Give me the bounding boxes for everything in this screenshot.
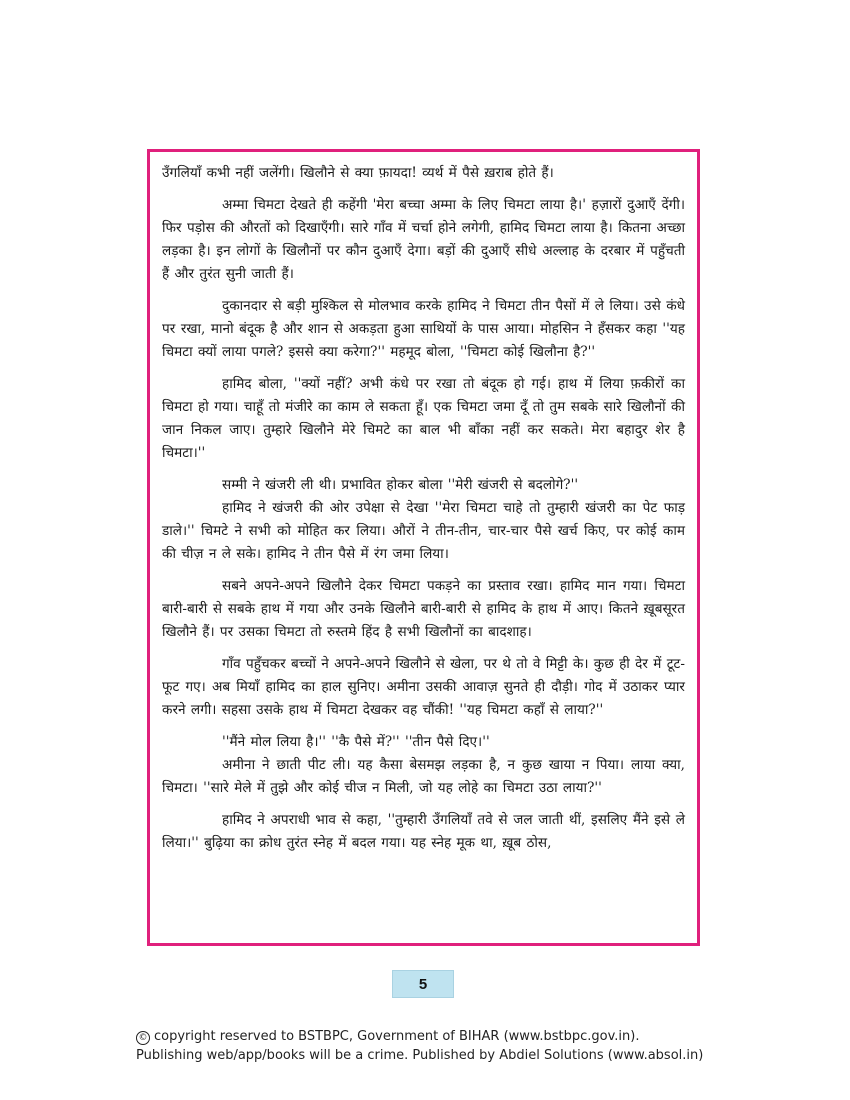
paragraph-4: हामिद बोला, ''क्यों नहीं? अभी कंधे पर रखा तो बंदूक हो गई। हाथ में लिया फ़कीरों का चिमटा हो गया। चाहूँ तो मंजीरे का काम ले सकता हूँ। एक चिमटा जमा दूँ तो तुम सबके सारे खिलौनों की जान निकल जाए। तुम्हारे खिलौने मेरे चिमटे का बाल भी बाँका नहीं कर सकते। मेरा बहादुर शेर है चिमटा।'' xyxy=(162,376,685,461)
paragraph-10: अमीना ने छाती पीट ली। यह कैसा बेसमझ लड़का है, न कुछ खाया न पिया। लाया क्या, चिमटा। ''सारे मेले में तुझे और कोई चीज न मिली, जो यह लोहे का चिमटा उठा लाया?'' xyxy=(162,757,685,796)
paragraph-6: हामिद ने खंजरी की ओर उपेक्षा से देखा ''मेरा चिमटा चाहे तो तुम्हारी खंजरी का पेट फाड़ डाले।'' चिमटे ने सभी को मोहित कर लिया। औरों ने तीन-तीन, चार-चार पैसे खर्च किए, पर कोई काम की चीज़ न ले सके। हामिद ने तीन पैसे में रंग जमा लिया। xyxy=(162,500,685,562)
copyright-footer xyxy=(136,1027,736,1065)
paragraph-8: गाँव पहुँचकर बच्चों ने अपने-अपने खिलौने से खेला, पर थे तो वे मिट्टी के। कुछ ही देर में टूट-फूट गए। अब मियाँ हामिद का हाल सुनिए। अमीना उसकी आवाज़ सुनते ही दौड़ी। गोद में उठाकर प्यार करने लगी। सहसा उसके हाथ में चिमटा देखकर वह चौंकी! ''यह चिमटा कहाँ से लाया?'' xyxy=(162,656,685,718)
text-frame xyxy=(147,149,700,946)
paragraph-11: हामिद ने अपराधी भाव से कहा, ''तुम्हारी उँगलियाँ तवे से जल जाती थीं, इसलिए मैंने इसे ले लिया।'' बुढ़िया का क्रोध तुरंत स्नेह में बदल गया। यह स्नेह मूक था, ख़ूब ठोस, xyxy=(162,812,685,851)
footer-line-2: Publishing web/app/books will be a crime. Published by Abdiel Solutions (www.absol.in) xyxy=(136,1048,704,1063)
page-number-badge xyxy=(392,970,454,998)
copyright-icon: © xyxy=(136,1031,150,1045)
paragraph-3: दुकानदार से बड़ी मुश्किल से मोलभाव करके हामिद ने चिमटा तीन पैसों में ले लिया। उसे कंधे पर रखा, मानो बंदूक है और शान से अकड़ता हुआ साथियों के पास आया। मोहसिन ने हँसकर कहा ''यह चिमटा क्यों लाया पगले? इससे क्या करेगा?'' महमूद बोला, ''चिमटा कोई खिलौना है?'' xyxy=(162,298,685,360)
paragraph-9: ''मैंने मोल लिया है।'' ''कै पैसे में?'' ''तीन पैसे दिए।'' xyxy=(222,734,490,750)
paragraph-7: सबने अपने-अपने खिलौने देकर चिमटा पकड़ने का प्रस्ताव रखा। हामिद मान गया। चिमटा बारी-बारी से सबके हाथ में गया और उनके खिलौने बारी-बारी से हामिद के हाथ में आए। कितने ख़ूबसूरत खिलौने हैं। पर उसका चिमटा तो रुस्तमे हिंद है सभी खिलौनों का बादशाह। xyxy=(162,578,685,640)
paragraph-1: उँगलियाँ कभी नहीं जलेंगी। खिलौने से क्या फ़ायदा! व्यर्थ में पैसे ख़राब होते हैं। xyxy=(162,165,554,181)
page-number: 5 xyxy=(418,975,428,993)
footer-line-1 xyxy=(136,1027,736,1046)
paragraph-2: अम्मा चिमटा देखते ही कहेंगी 'मेरा बच्चा अम्मा के लिए चिमटा लाया है।' हज़ारों दुआएँ देंगी। फिर पड़ोस की औरतों को दिखाएँगी। सारे गाँव में चर्चा होने लगेगी, हामिद चिमटा लाया है। कितना अच्छा लड़का है। इन लोगों के खिलौनों पर कौन दुआएँ देगा। बड़ों की दुआएँ सीधे अल्लाह के दरबार में पहुँचती हैं और तुरंत सुनी जाती हैं। xyxy=(162,197,685,282)
footer-copyright-text: copyright reserved to BSTBPC, Government of BIHAR (www.bstbpc.gov.in). xyxy=(154,1029,640,1044)
paragraph-5: सम्मी ने खंजरी ली थी। प्रभावित होकर बोला ''मेरी खंजरी से बदलोगे?'' xyxy=(222,477,579,493)
